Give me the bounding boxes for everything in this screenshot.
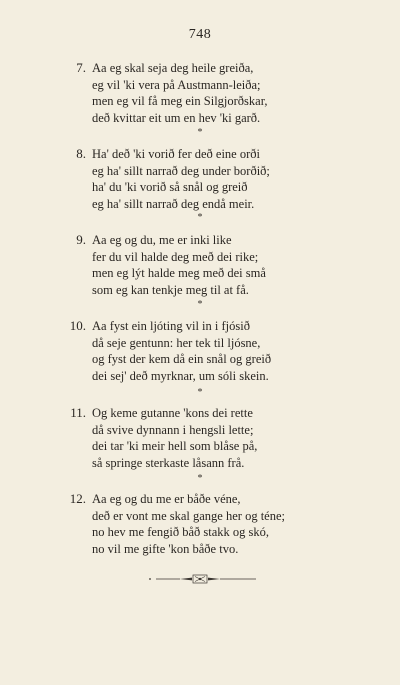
- verse-line: Aa eg skal seja deg heile greiða,: [92, 61, 254, 75]
- stanza-lines: [92, 232, 372, 298]
- verse-line: deð kvittar eit um en hev 'ki garð.: [92, 110, 261, 125]
- stanza-number: 9.: [76, 232, 86, 247]
- verse-line: då seje gentunn: her tek til ljósne,: [92, 335, 261, 350]
- verse-line: så springe sterkaste låsann frå.: [92, 455, 245, 470]
- stanza-number: 12.: [69, 491, 86, 506]
- verse-line: Og keme gutanne 'kons dei rette: [92, 406, 253, 420]
- verse-line: deð er vont me skal gange her og téne;: [92, 508, 285, 523]
- stanza-number: 10.: [69, 318, 86, 333]
- verse-line: Aa eg og du me er båðe véne,: [92, 492, 241, 506]
- verse-line: og fyst der kem då ein snål og greið: [92, 352, 272, 366]
- verse-line: Aa eg og du, me er inki like: [92, 233, 232, 247]
- stanza-separator: *: [197, 127, 203, 138]
- verse-line: no hev me fengið båð stakk og skó,: [92, 525, 270, 539]
- stanza-separator: *: [197, 473, 203, 484]
- stanza-separator: *: [197, 299, 203, 310]
- page-number: 748: [188, 27, 212, 42]
- stanza-lines: [92, 146, 372, 212]
- stanza-separator: *: [197, 387, 203, 398]
- verse-line: no vil me gifte 'kon båðe tvo.: [92, 541, 239, 556]
- stanza-separator: *: [197, 212, 203, 223]
- verse-line: som eg kan tenkje meg til at få.: [92, 282, 249, 297]
- stanza-number: 7.: [76, 60, 86, 75]
- verse-line: eg ha' sillt narrað deg under borðið;: [92, 163, 270, 178]
- verse-line: men eg vil få meg ein Silgjorðskar,: [92, 94, 268, 108]
- stanza-lines: [92, 318, 372, 384]
- verse-line: Ha' deð 'ki vorið fer deð eine orði: [92, 147, 260, 161]
- stanza-lines: [92, 491, 372, 557]
- verse-line: då svive dynnann i hengsli lette;: [92, 422, 254, 437]
- verse-line: dei sej' deð myrknar, um sóli skein.: [92, 368, 269, 383]
- stanza-number: 8.: [76, 146, 86, 161]
- verse-line: fer du vil halde deg með dei rike;: [92, 249, 259, 264]
- stanza-number: 11.: [70, 405, 86, 420]
- verse-line: dei tar 'ki meir hell som blåse på,: [92, 439, 258, 453]
- stanza-lines: [92, 60, 372, 126]
- verse-line: Aa fyst ein ljóting vil in i fjósið: [92, 319, 250, 333]
- verse-line: eg ha' sillt narrað deg endå meir.: [92, 196, 255, 211]
- end-ornament-icon: [0, 572, 400, 586]
- verse-line: eg vil 'ki vera på Austmann-leiða;: [92, 77, 261, 92]
- verse-line: ha' du 'ki vorið så snål og greið: [92, 180, 248, 194]
- verse-line: men eg lýt halde meg með dei små: [92, 266, 266, 280]
- stanza-lines: [92, 405, 372, 471]
